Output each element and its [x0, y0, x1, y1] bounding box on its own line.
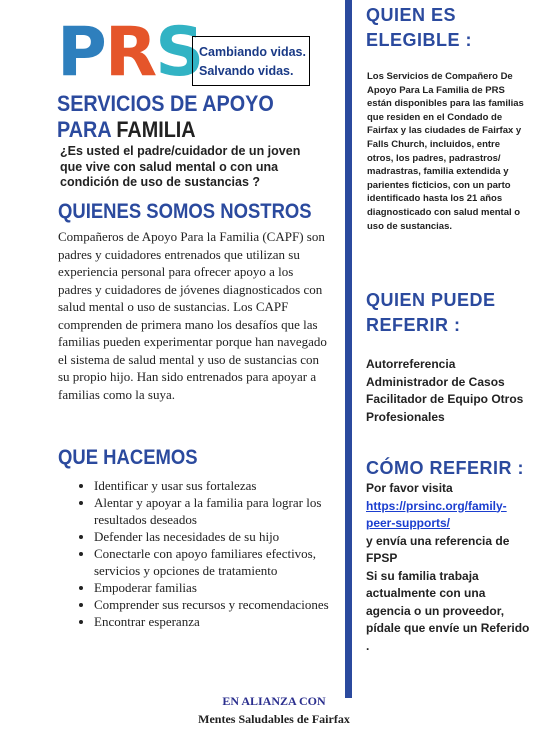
- list-item: • Identificar y usar sus fortalezas: [94, 477, 338, 494]
- list-item: • Comprender sus recursos y recomendaciones: [94, 596, 338, 613]
- title-line2: [57, 117, 274, 143]
- list-item: • Alentar y apoyar a la familia para lograr los resultados deseados: [94, 494, 338, 528]
- who-we-are-heading: QUIENES SOMOS NOSTROS: [58, 200, 312, 223]
- footer-partner: Mentes Saludables de Fairfax: [198, 712, 350, 726]
- list-item: • Encontrar esperanza: [94, 613, 338, 630]
- title-line2-blue: PARA: [57, 117, 117, 142]
- who-refers-heading-line2: REFERIR :: [366, 315, 461, 335]
- column-divider: [345, 0, 352, 698]
- tagline-line1: Cambiando vidas.: [199, 45, 306, 59]
- who-refers-heading-line1: QUIEN PUEDE: [366, 290, 496, 310]
- who-we-are-body: Compañeros de Apoyo Para la Familia (CAPF) son padres y cuidadores entrenados que utilizan su experiencia personal para ofrecer apoyo a los padres y cuidadores de jóvenes diagnosticados con salud mental o uso de sustancias. Los CAPF comprenden de primera mano los desafíos que las familias pueden experimentar porque han navegado el sistema de salud mental y uso de sustancias con su propio hijo. Han sido entrenados para apoyar a familias como la suya.: [58, 229, 327, 402]
- tagline-line2: Salvando vidas.: [199, 64, 294, 78]
- logo-letter-p: P: [57, 13, 105, 92]
- list-item: • Conectarle con apoyo familiares efectivos, servicios y opciones de tratamiento: [94, 545, 338, 579]
- logo-letter-s: S: [155, 13, 203, 92]
- title-line2-dark: FAMILIA: [116, 117, 196, 142]
- what-we-do-heading: QUE HACEMOS: [58, 446, 198, 469]
- how-to-refer-intro: Por favor visita: [366, 481, 453, 495]
- intro-question: ¿Es usted el padre/cuidador de un joven que vive con salud mental o con una condición de uso de sustancias ?: [60, 144, 301, 189]
- who-refers-body: Autorreferencia Administrador de Casos Facilitador de Equipo Otros Profesionales: [366, 357, 524, 424]
- how-to-refer-closing: Si su familia trabaja actualmente con una agencia o un proveedor, pídale que envíe un Referido .: [366, 568, 530, 653]
- how-to-refer-heading: CÓMO REFERIR :: [366, 458, 524, 478]
- how-to-refer-after-link: y envía una referencia de FPSP: [366, 533, 510, 565]
- prs-logo: [57, 14, 202, 92]
- eligible-heading: [366, 3, 472, 53]
- logo-letter-r: R: [104, 13, 156, 92]
- page-title: [57, 91, 274, 143]
- list-item: • Empoderar familias: [94, 579, 338, 596]
- referral-link[interactable]: https://prsinc.org/family-peer-supports/: [366, 498, 507, 530]
- list-item: • Defender las necesidades de su hijo: [94, 528, 338, 545]
- how-to-refer-body: [366, 480, 541, 655]
- tagline-box: [192, 36, 310, 86]
- who-refers-heading: [366, 288, 496, 338]
- eligible-body: Los Servicios de Compañero De Apoyo Para La Familia de PRS están disponibles para las familias que residen en el Condado de Fairfax y las ciudades de Fairfax y Falls Church, incluidos, entre otros, los padres, padrastros/ madrastras, familia extendida y parientes ficticios, con un parto identificado hasta los 21 años diagnosticado con salud mental o uso de sustancias.: [367, 71, 524, 232]
- footer-alliance: EN ALIANZA CON: [222, 694, 326, 708]
- eligible-heading-line1: QUIEN ES: [366, 5, 457, 25]
- eligible-heading-line2: ELEGIBLE :: [366, 30, 473, 50]
- title-line1: SERVICIOS DE APOYO: [57, 91, 274, 116]
- services-list: [58, 477, 338, 630]
